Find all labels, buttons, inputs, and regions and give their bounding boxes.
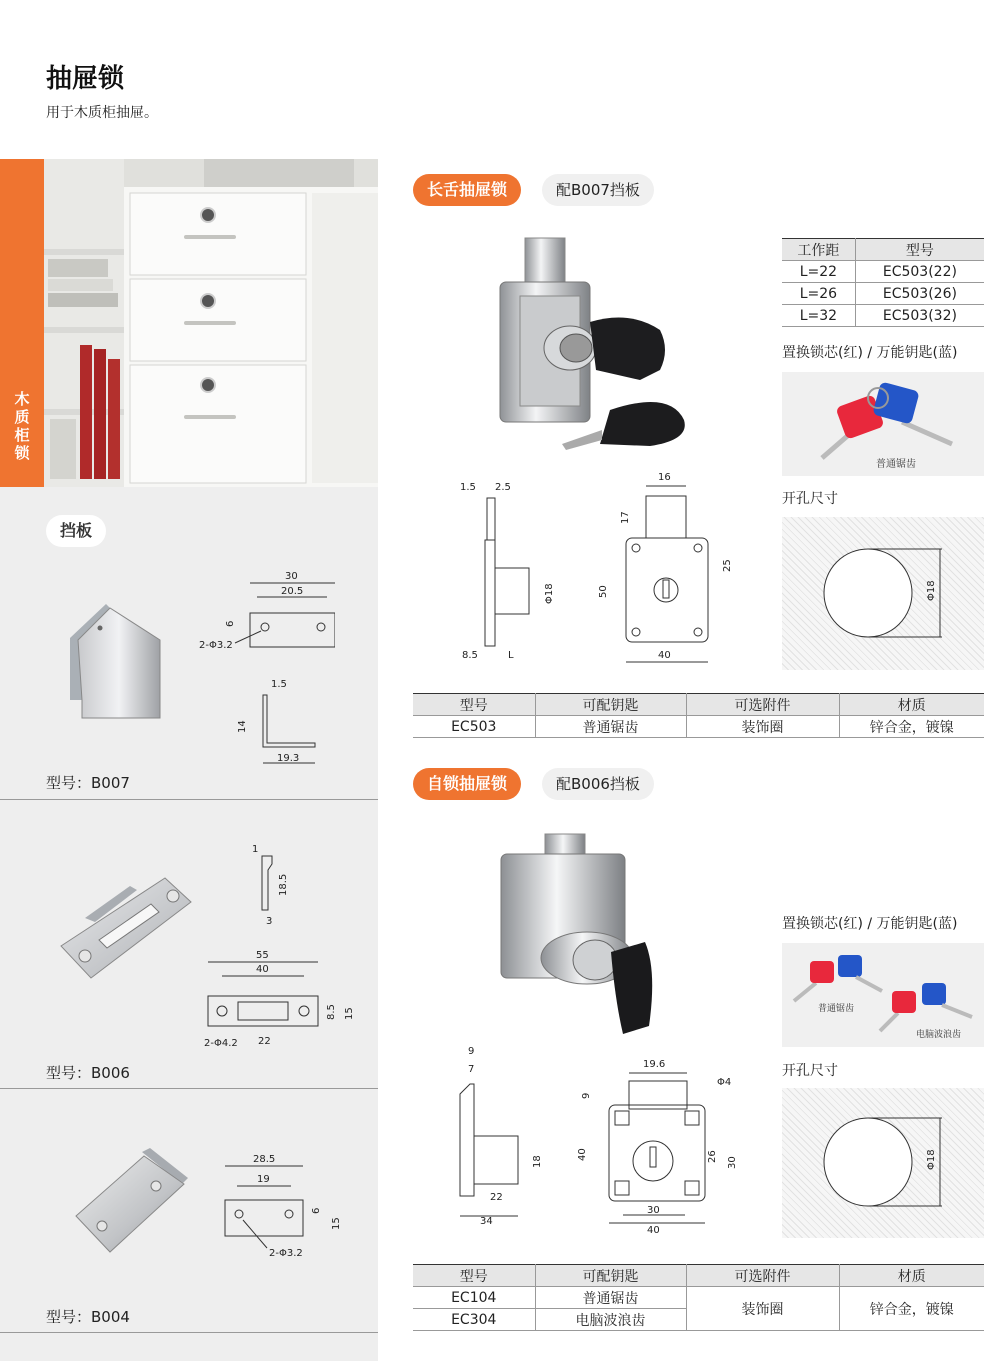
cabinet-photo bbox=[44, 159, 378, 487]
b004-plate-image bbox=[62, 1148, 192, 1262]
dim-label: 2.5 bbox=[495, 482, 511, 493]
lock2-accessory-cell: 装饰圈 bbox=[686, 1287, 839, 1331]
lock2-product-image bbox=[495, 830, 675, 1044]
lock1-hole-dim: Φ18 bbox=[926, 580, 937, 601]
dim-label: 2-Φ3.2 bbox=[199, 640, 233, 651]
dim-label: 28.5 bbox=[253, 1154, 276, 1165]
table-row: L=32 EC503(32) bbox=[782, 305, 984, 327]
lock1-key-caption: 普通锯齿 bbox=[876, 459, 916, 470]
b007-model-label: 型号：B007 bbox=[46, 774, 130, 792]
dim-label: 8.5 bbox=[462, 650, 478, 661]
dim-label: Φ18 bbox=[544, 583, 555, 604]
b004-model-label: 型号：B004 bbox=[46, 1308, 130, 1326]
lock2-keys-image bbox=[782, 943, 984, 1047]
lock2-hole-dim: Φ18 bbox=[926, 1149, 937, 1170]
dim-label: 50 bbox=[598, 585, 609, 598]
lock2-match-badge: 配B006挡板 bbox=[542, 768, 654, 800]
lock2-spec-table bbox=[413, 1264, 984, 1331]
table-header: 材质 bbox=[839, 694, 984, 716]
table-header: 工作距 bbox=[782, 239, 855, 261]
table-header: 可配钥匙 bbox=[535, 1265, 686, 1287]
dim-label: 8.5 bbox=[326, 1004, 337, 1020]
b006-plate-image bbox=[55, 868, 195, 992]
dim-label: 15 bbox=[344, 1007, 355, 1020]
dim-label: 14 bbox=[237, 720, 248, 733]
dim-label: 17 bbox=[620, 511, 631, 524]
table-header: 可配钥匙 bbox=[535, 694, 686, 716]
dim-label: 1.5 bbox=[271, 679, 287, 690]
dim-label: 6 bbox=[311, 1207, 322, 1214]
dim-label: 22 bbox=[490, 1192, 503, 1203]
b007-drawing bbox=[195, 565, 335, 774]
b006-drawing bbox=[200, 840, 360, 1054]
panel-divider bbox=[0, 799, 378, 800]
dim-label: 30 bbox=[727, 1156, 738, 1169]
dim-label: 9 bbox=[468, 1046, 475, 1057]
b006-model-label: 型号：B006 bbox=[46, 1064, 130, 1082]
table-header: 可选附件 bbox=[686, 1265, 839, 1287]
dim-label: 18.5 bbox=[278, 873, 289, 896]
dim-label: 40 bbox=[647, 1225, 660, 1235]
lock2-front-drawing bbox=[575, 1055, 745, 1239]
dim-label: 6 bbox=[225, 620, 236, 627]
strike-plate-heading: 挡板 bbox=[46, 515, 106, 547]
dim-label: 26 bbox=[707, 1150, 718, 1163]
table-row: L=26 EC503(26) bbox=[782, 283, 984, 305]
table-header: 型号 bbox=[413, 694, 535, 716]
dim-label: 40 bbox=[658, 650, 671, 661]
dim-label: L bbox=[508, 650, 514, 661]
dim-label: 9 bbox=[581, 1092, 592, 1099]
dim-label: 20.5 bbox=[281, 586, 304, 597]
lock1-key-note: 置换锁芯(红) / 万能钥匙(蓝) bbox=[782, 345, 958, 361]
dim-label: 40 bbox=[256, 964, 269, 975]
lock1-side-drawing bbox=[430, 472, 570, 676]
table-row: EC104 普通锯齿 装饰圈 锌合金，镀镍 bbox=[413, 1287, 984, 1309]
table-header: 型号 bbox=[413, 1265, 535, 1287]
b007-plate-image bbox=[60, 600, 170, 729]
lock1-name-badge: 长舌抽屉锁 bbox=[413, 174, 521, 206]
table-header: 材质 bbox=[839, 1265, 984, 1287]
table-row: EC304 电脑波浪齿 bbox=[413, 1309, 984, 1331]
panel-divider bbox=[0, 1332, 378, 1333]
table-row: L=22 EC503(22) bbox=[782, 261, 984, 283]
dim-label: 18 bbox=[532, 1155, 543, 1168]
dim-label: 2-Φ4.2 bbox=[204, 1038, 238, 1049]
lock1-match-badge: 配B007挡板 bbox=[542, 174, 654, 206]
dim-label: 7 bbox=[468, 1064, 475, 1075]
b004-drawing bbox=[215, 1148, 355, 1267]
lock2-name-badge: 自锁抽屉锁 bbox=[413, 768, 521, 800]
lock1-work-distance-table bbox=[782, 238, 984, 327]
lock2-hole-title: 开孔尺寸 bbox=[782, 1063, 838, 1079]
lock2-key-caption-1: 普通锯齿 bbox=[818, 1004, 855, 1014]
lock2-material-cell: 锌合金，镀镍 bbox=[839, 1287, 984, 1331]
dim-label: 19.6 bbox=[643, 1059, 666, 1070]
dim-label: 19 bbox=[257, 1174, 270, 1185]
lock2-key-note: 置换锁芯(红) / 万能钥匙(蓝) bbox=[782, 916, 958, 932]
lock1-spec-table bbox=[413, 693, 984, 738]
dim-label: 2-Φ3.2 bbox=[269, 1248, 303, 1259]
page-subtitle: 用于木质柜抽屉。 bbox=[46, 105, 158, 121]
dim-label: 1.5 bbox=[460, 482, 476, 493]
page-title: 抽屉锁 bbox=[46, 64, 125, 94]
lock1-keys-image bbox=[782, 372, 984, 476]
dim-label: 19.3 bbox=[277, 753, 300, 764]
lock1-product-image bbox=[490, 230, 700, 464]
dim-label: Φ4 bbox=[717, 1077, 732, 1088]
lock2-side-drawing bbox=[440, 1040, 560, 1234]
lock1-front-drawing bbox=[590, 468, 750, 677]
dim-label: 30 bbox=[647, 1205, 660, 1216]
lock1-hole-title: 开孔尺寸 bbox=[782, 491, 838, 507]
table-header: 型号 bbox=[855, 239, 984, 261]
lock2-key-caption-2: 电脑波浪齿 bbox=[916, 1030, 962, 1040]
dim-label: 30 bbox=[285, 571, 298, 582]
dim-label: 3 bbox=[266, 916, 273, 927]
dim-label: 55 bbox=[256, 950, 269, 961]
lock1-hole-diagram bbox=[782, 517, 984, 670]
table-row: EC503 普通锯齿 装饰圈 锌合金，镀镍 bbox=[413, 716, 984, 738]
dim-label: 22 bbox=[258, 1036, 271, 1047]
dim-label: 16 bbox=[658, 472, 671, 483]
dim-label: 34 bbox=[480, 1216, 493, 1227]
panel-divider bbox=[0, 1088, 378, 1089]
table-header: 可选附件 bbox=[686, 694, 839, 716]
dim-label: 25 bbox=[722, 559, 733, 572]
lock2-hole-diagram bbox=[782, 1088, 984, 1238]
dim-label: 1 bbox=[252, 844, 259, 855]
dim-label: 15 bbox=[331, 1217, 342, 1230]
side-tab-label: 木质柜锁 bbox=[14, 390, 30, 462]
dim-label: 40 bbox=[577, 1148, 588, 1161]
